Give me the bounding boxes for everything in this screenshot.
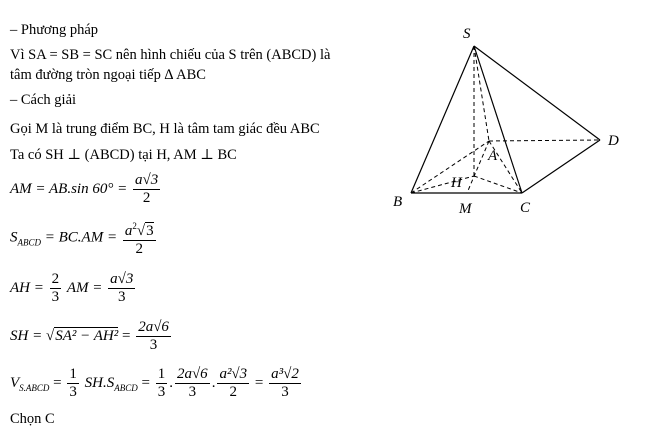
formula-area-num-root: 3 (146, 223, 154, 239)
formula-area-mid: = BC.AM = (44, 229, 118, 246)
method-line-1: Vì SA = SB = SC nên hình chiếu của S trên (ABCD) là (10, 47, 331, 63)
formula-area-num-a: a (124, 223, 133, 239)
edge-sd (474, 46, 600, 140)
formula-volume-mid: SH.S (84, 374, 115, 391)
formula-sh-den: 3 (149, 337, 158, 353)
formula-sh-eq: = (121, 327, 131, 344)
edge-sb (411, 46, 474, 193)
solution-line-2: Ta có SH ⊥ (ABCD) tại H, AM ⊥ BC (10, 147, 237, 163)
label-b: B (393, 194, 403, 210)
formula-area-lhs: S (10, 229, 18, 246)
formula-volume-result-den: 3 (281, 384, 289, 400)
formula-volume-f4-num: a²√3 (219, 366, 248, 382)
formula-volume-sub: S.ABCD (19, 382, 50, 393)
solution-heading: – Cách giải (10, 92, 77, 108)
formula-am-lhs: AM = AB.sin 60° = (10, 180, 128, 197)
formula-volume-eq2: = (141, 374, 150, 391)
formula-volume-f2-num: 1 (157, 366, 166, 382)
formula-area-fraction: $\frac{a^2√3}{2}$ (123, 218, 156, 258)
edge-sa (474, 46, 489, 141)
formula-ah-num: a√3 (110, 271, 134, 287)
formula-am-num: a√3 (134, 172, 159, 188)
formula-volume-f3-den: 3 (188, 384, 197, 400)
formula-volume-f4-den: 2 (229, 384, 238, 400)
label-c: C (520, 200, 531, 216)
formula-volume-f2-den: 3 (157, 384, 166, 400)
formula-volume-eq: = (53, 374, 62, 391)
edge-sc (474, 46, 522, 193)
formula-volume-f1-num: 1 (69, 366, 77, 382)
formula-area-num-exp: 2 (132, 221, 137, 231)
formula-ah-den: 3 (118, 289, 126, 305)
formula-ah-coef-num: 2 (51, 271, 60, 287)
method-heading: – Phương pháp (10, 22, 99, 38)
formula-volume-eq3: = (254, 374, 264, 391)
formula-area-den: 2 (135, 241, 143, 257)
formula-volume-f1-den: 3 (69, 384, 77, 400)
formula-area-sub: ABCD (17, 237, 41, 248)
method-line-2: tâm đường tròn ngoại tiếp ∆ ABC (10, 67, 206, 83)
formula-ah-mid: AM = (66, 279, 103, 296)
formula-sh-lhs: SH = (10, 327, 43, 344)
formula-sh-root: SA² − AH² (55, 327, 119, 344)
label-s: S (463, 26, 471, 42)
formula-ah-coef-den: 3 (51, 289, 60, 305)
formula-volume: $V_{S.ABCD}$ = $\frac{1}{3}$ $SH.S_{ABCD}$ = $\frac{1}{3}$ . $\frac{2a√6}{3}$ . $\frac{\text{a²√3}}{2}$ = $\frac{\text{a³√2}}{3}$ (10, 366, 299, 400)
edge-cd (522, 140, 600, 193)
label-d: D (608, 133, 619, 149)
segment-bh (411, 176, 474, 193)
segment-hc (474, 176, 522, 193)
formula-sh-num: 2a√6 (138, 319, 169, 335)
edge-ad (489, 140, 600, 141)
formula-volume-mid-sub: ABCD (114, 382, 138, 393)
label-m: M (459, 201, 472, 217)
formula-ah-lhs: AH = (10, 279, 44, 296)
solution-line-1: Gọi M là trung điểm BC, H là tâm tam giác đều ABC (10, 121, 320, 137)
answer-text: Chọn C (10, 411, 55, 427)
formula-sh: SH = √SA² − AH² = $\frac{2a√6}{3}$ (10, 319, 169, 353)
label-a: A (488, 148, 498, 164)
label-h: H (451, 175, 462, 191)
formula-volume-lhs: V (10, 374, 20, 391)
formula-volume-result-num: a³√2 (271, 366, 299, 382)
formula-volume-f3-num: 2a√6 (176, 366, 208, 382)
formula-am-den: 2 (142, 190, 151, 206)
